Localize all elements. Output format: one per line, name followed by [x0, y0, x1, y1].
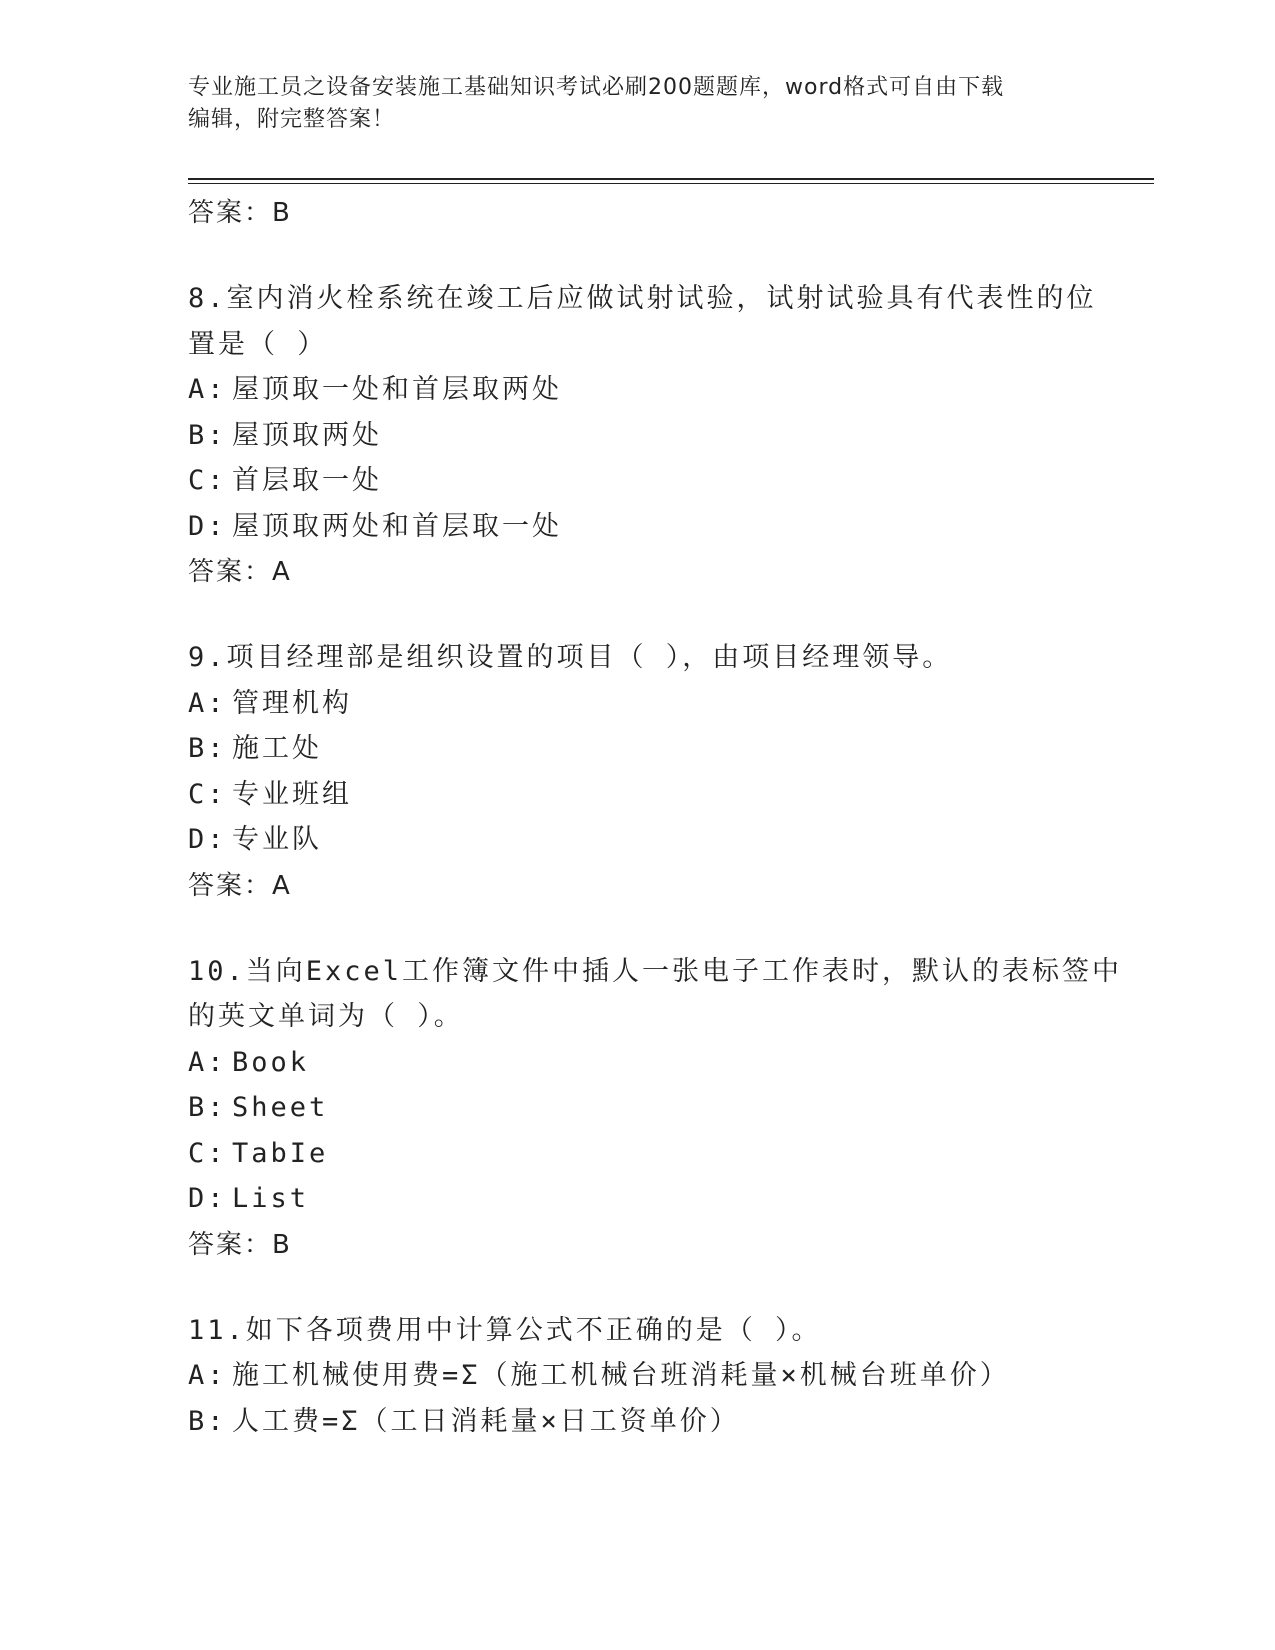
header-line-2: 编辑，附完整答案！ — [188, 107, 396, 132]
option-text: Sheet — [232, 1092, 329, 1123]
option-d — [188, 817, 1148, 863]
option-text: 首层取一处 — [232, 465, 382, 496]
option-text: List — [232, 1183, 310, 1214]
option-b — [188, 1085, 1148, 1131]
option-text: TabIe — [232, 1137, 329, 1169]
option-text: 施工处 — [232, 733, 322, 764]
option-key: B: — [188, 419, 227, 451]
option-key: C: — [188, 1137, 227, 1169]
option-text: 专业队 — [232, 824, 322, 855]
page-header — [188, 72, 1088, 136]
header-rule-thick — [188, 178, 1154, 180]
question-block-8 — [188, 276, 1148, 595]
option-d — [188, 504, 1148, 550]
question-line-1: 11.如下各项费用中计算公式不正确的是（ ）。 — [188, 1314, 822, 1346]
answer-line: 答案：A — [188, 870, 292, 901]
question-text — [188, 949, 1148, 1040]
option-key: D: — [188, 824, 227, 855]
option-key: D: — [188, 1183, 227, 1214]
answer-line: 答案：B — [188, 198, 292, 228]
option-text: 施工机械使用费=Σ（施工机械台班消耗量×机械台班单价） — [232, 1360, 1010, 1391]
option-c — [188, 458, 1148, 504]
option-c — [188, 772, 1148, 818]
answer-line: 答案：A — [188, 557, 292, 587]
option-a — [188, 1353, 1148, 1399]
option-text: 专业班组 — [232, 778, 352, 810]
option-key: A: — [188, 1046, 227, 1078]
answer-line: 答案：B — [188, 1229, 292, 1260]
question-block-10 — [188, 949, 1148, 1268]
option-key: A: — [188, 1360, 227, 1391]
option-key: C: — [188, 465, 227, 496]
question-text — [188, 1308, 1148, 1354]
question-text — [188, 635, 1148, 681]
question-text — [188, 276, 1148, 367]
option-a — [188, 1040, 1148, 1086]
option-a — [188, 367, 1148, 413]
option-b — [188, 413, 1148, 459]
option-text: 屋顶取两处和首层取一处 — [232, 510, 562, 542]
option-key: B: — [188, 1092, 227, 1123]
header-rule-thin — [188, 183, 1154, 184]
option-c — [188, 1131, 1148, 1177]
option-b — [188, 726, 1148, 772]
option-text: Book — [232, 1046, 310, 1078]
question-line-1: 8.室内消火栓系统在竣工后应做试射试验，试射试验具有代表性的位 — [188, 283, 1097, 314]
question-line-2: 置是（ ） — [188, 328, 328, 360]
option-key: C: — [188, 778, 227, 810]
question-block-11 — [188, 1308, 1148, 1445]
option-b — [188, 1399, 1148, 1445]
option-a — [188, 681, 1148, 727]
option-d — [188, 1176, 1148, 1222]
question-line-1: 10.当向Excel工作簿文件中插人一张电子工作表时，默认的表标签中 — [188, 955, 1123, 987]
option-text: 人工费=Σ（工日消耗量×日工资单价） — [232, 1405, 740, 1437]
header-line-1: 专业施工员之设备安装施工基础知识考试必刷200题题库，word格式可自由下载 — [188, 75, 1005, 100]
question-block-9 — [188, 635, 1148, 909]
option-text: 管理机构 — [232, 687, 352, 719]
option-text: 屋顶取一处和首层取两处 — [232, 374, 562, 405]
option-key: A: — [188, 687, 227, 719]
option-key: B: — [188, 1405, 227, 1437]
option-key: D: — [188, 510, 227, 542]
question-line-2: 的英文单词为（ ）。 — [188, 1001, 464, 1032]
question-line-1: 9.项目经理部是组织设置的项目（ ），由项目经理领导。 — [188, 642, 953, 673]
option-key: A: — [188, 374, 227, 405]
question-list — [188, 190, 1148, 1444]
option-text: 屋顶取两处 — [232, 419, 382, 451]
option-key: B: — [188, 733, 227, 764]
